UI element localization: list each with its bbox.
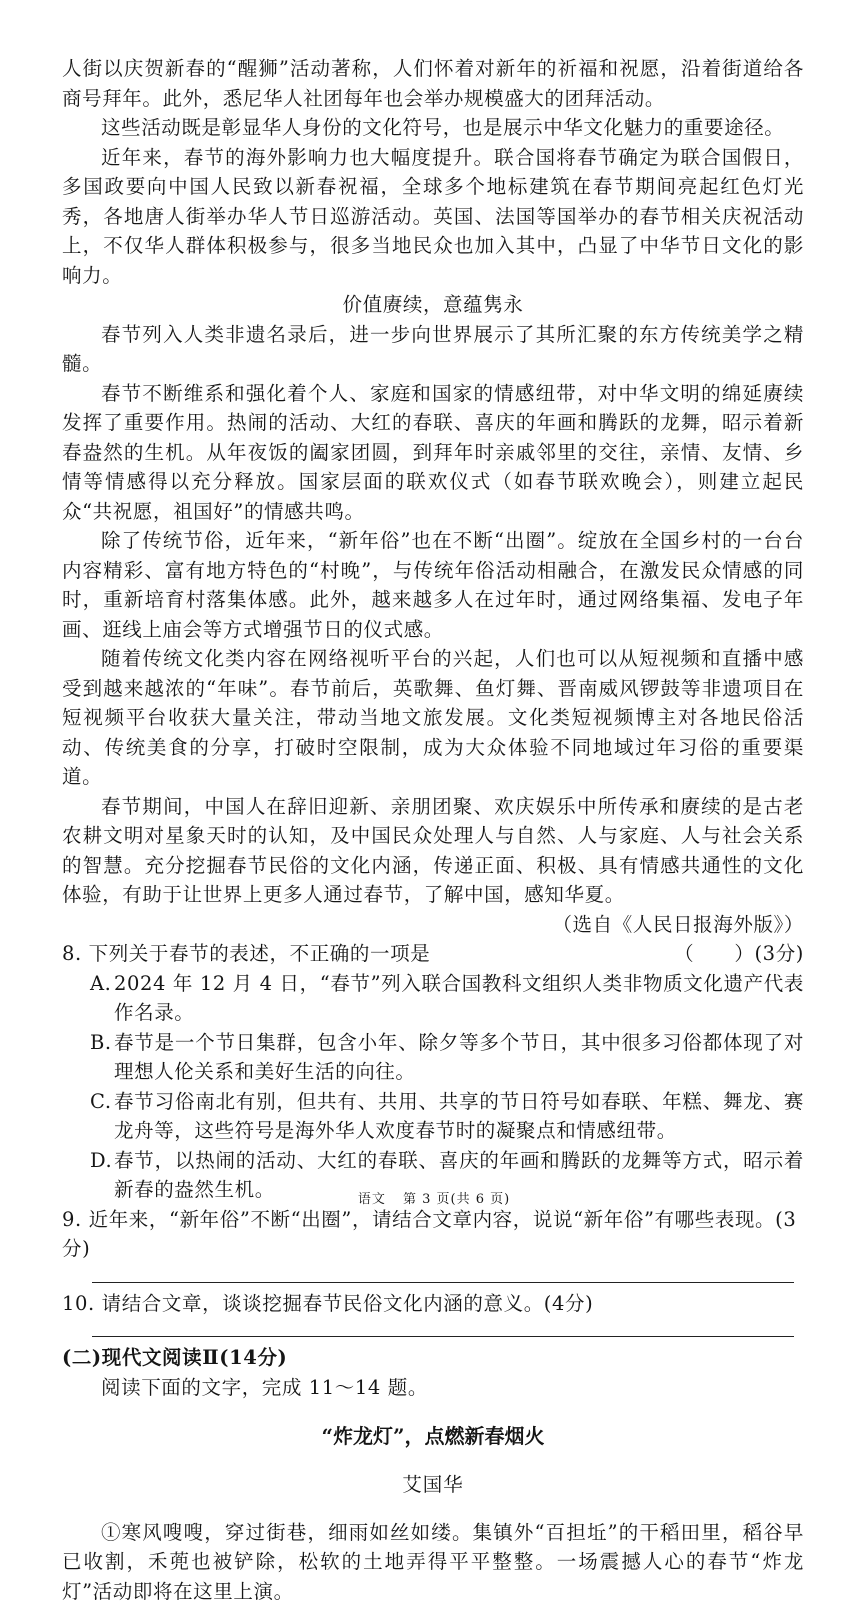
section-instruction: 阅读下面的文字，完成 11～14 题。: [62, 1373, 804, 1403]
footer-page-number: 第 3 页(共 6 页): [403, 1192, 510, 1207]
option-text: 春节，以热闹的活动、大红的春联、喜庆的年画和腾跃的龙舞等方式，昭示着新春的盎然生机。: [114, 1146, 804, 1205]
option-a: [62, 969, 804, 1028]
option-letter: B.: [90, 1028, 114, 1087]
article-paragraph: 春节列入人类非遗名录后，进一步向世界展示了其所汇聚的东方传统美学之精髓。: [62, 320, 804, 379]
article-subheading: 价值赓续，意蕴隽永: [62, 290, 804, 320]
page-footer: [0, 1188, 868, 1207]
article-paragraph: 随着传统文化类内容在网络视听平台的兴起，人们也可以从短视频和直播中感受到越来越浓的“年味”。春节前后，英歌舞、鱼灯舞、晋南威风锣鼓等非遗项目在短视频平台收获大量关注，带动当地文旅发展。文化类短视频博主对各地民俗活动、传统美食的分享，打破时空限制，成为大众体验不同地域过年习俗的重要渠道。: [62, 644, 804, 792]
question-8: [62, 939, 804, 969]
article-title: “炸龙灯”，点燃新春烟火: [62, 1422, 804, 1451]
article-source: （选自《人民日报海外版》）: [62, 910, 804, 940]
option-letter: D.: [90, 1146, 114, 1205]
article-author: 艾国华: [62, 1471, 804, 1498]
answer-line[interactable]: [92, 1264, 794, 1283]
article-paragraph: 近年来，春节的海外影响力也大幅度提升。联合国将春节确定为联合国假日，多国政要向中国人民致以新春祝福，全球多个地标建筑在春节期间亮起红色灯光秀，各地唐人街举办华人节日巡游活动。英国、法国等国举办的春节相关庆祝活动上，不仅华人群体积极参与，很多当地民众也加入其中，凸显了中华节日文化的影响力。: [62, 143, 804, 291]
option-c: [62, 1087, 804, 1146]
option-letter: C.: [90, 1087, 114, 1146]
page-content: [62, 54, 804, 1606]
article-paragraph: 除了传统节俗，近年来，“新年俗”也在不断“出圈”。绽放在全国乡村的一台台内容精彩、富有地方特色的“村晚”，与传统年俗活动相融合，在激发民众情感的同时，重新培育村落集体感。此外，越来越多人在过年时，通过网络集福、发电子年画、逛线上庙会等方式增强节日的仪式感。: [62, 526, 804, 644]
answer-line[interactable]: [92, 1318, 794, 1337]
option-text: 春节是一个节日集群，包含小年、除夕等多个节日，其中很多习俗都体现了对理想人伦关系和美好生活的向往。: [114, 1028, 804, 1087]
article-paragraph: ①寒风嗖嗖，穿过街巷，细雨如丝如缕。集镇外“百担坵”的干稻田里，稻谷早已收割，禾蔸也被铲除，松软的土地弄得平平整整。一场震撼人心的春节“炸龙灯”活动即将在这里上演。: [62, 1518, 804, 1606]
question-8-stem: 8. 下列关于春节的表述，不正确的一项是: [62, 939, 430, 969]
option-text: 春节习俗南北有别，但共有、共用、共享的节日符号如春联、年糕、舞龙、赛龙舟等，这些符号是海外华人欢度春节时的凝聚点和情感纽带。: [114, 1087, 804, 1146]
question-10: 10. 请结合文章，谈谈挖掘春节民俗文化内涵的意义。(4分): [62, 1289, 804, 1319]
question-8-score: （ ）(3分): [674, 939, 804, 969]
option-b: [62, 1028, 804, 1087]
option-text: 2024 年 12 月 4 日，“春节”列入联合国教科文组织人类非物质文化遗产代表作名录。: [114, 969, 804, 1028]
section-heading: (二)现代文阅读Ⅱ(14分): [62, 1343, 804, 1373]
option-letter: A.: [90, 969, 114, 1028]
article-paragraph: 这些活动既是彰显华人身份的文化符号，也是展示中华文化魅力的重要途径。: [62, 113, 804, 143]
article-paragraph: 人街以庆贺新春的“醒狮”活动著称，人们怀着对新年的祈福和祝愿，沿着街道给各商号拜年。此外，悉尼华人社团每年也会举办规模盛大的团拜活动。: [62, 54, 804, 113]
footer-subject: 语文: [358, 1192, 386, 1207]
question-9: 9. 近年来，“新年俗”不断“出圈”，请结合文章内容，说说“新年俗”有哪些表现。(3分): [62, 1205, 804, 1264]
article-paragraph: 春节不断维系和强化着个人、家庭和国家的情感纽带，对中华文明的绵延赓续发挥了重要作用。热闹的活动、大红的春联、喜庆的年画和腾跃的龙舞，昭示着新春盎然的生机。从年夜饭的阖家团圆，到拜年时亲戚邻里的交往，亲情、友情、乡情等情感得以充分释放。国家层面的联欢仪式（如春节联欢晚会），则建立起民众“共祝愿，祖国好”的情感共鸣。: [62, 379, 804, 527]
article-paragraph: 春节期间，中国人在辞旧迎新、亲朋团聚、欢庆娱乐中所传承和赓续的是古老农耕文明对星象天时的认知，及中国民众处理人与自然、人与家庭、人与社会关系的智慧。充分挖掘春节民俗的文化内涵，传递正面、积极、具有情感共通性的文化体验，有助于让世界上更多人通过春节，了解中国，感知华夏。: [62, 792, 804, 910]
